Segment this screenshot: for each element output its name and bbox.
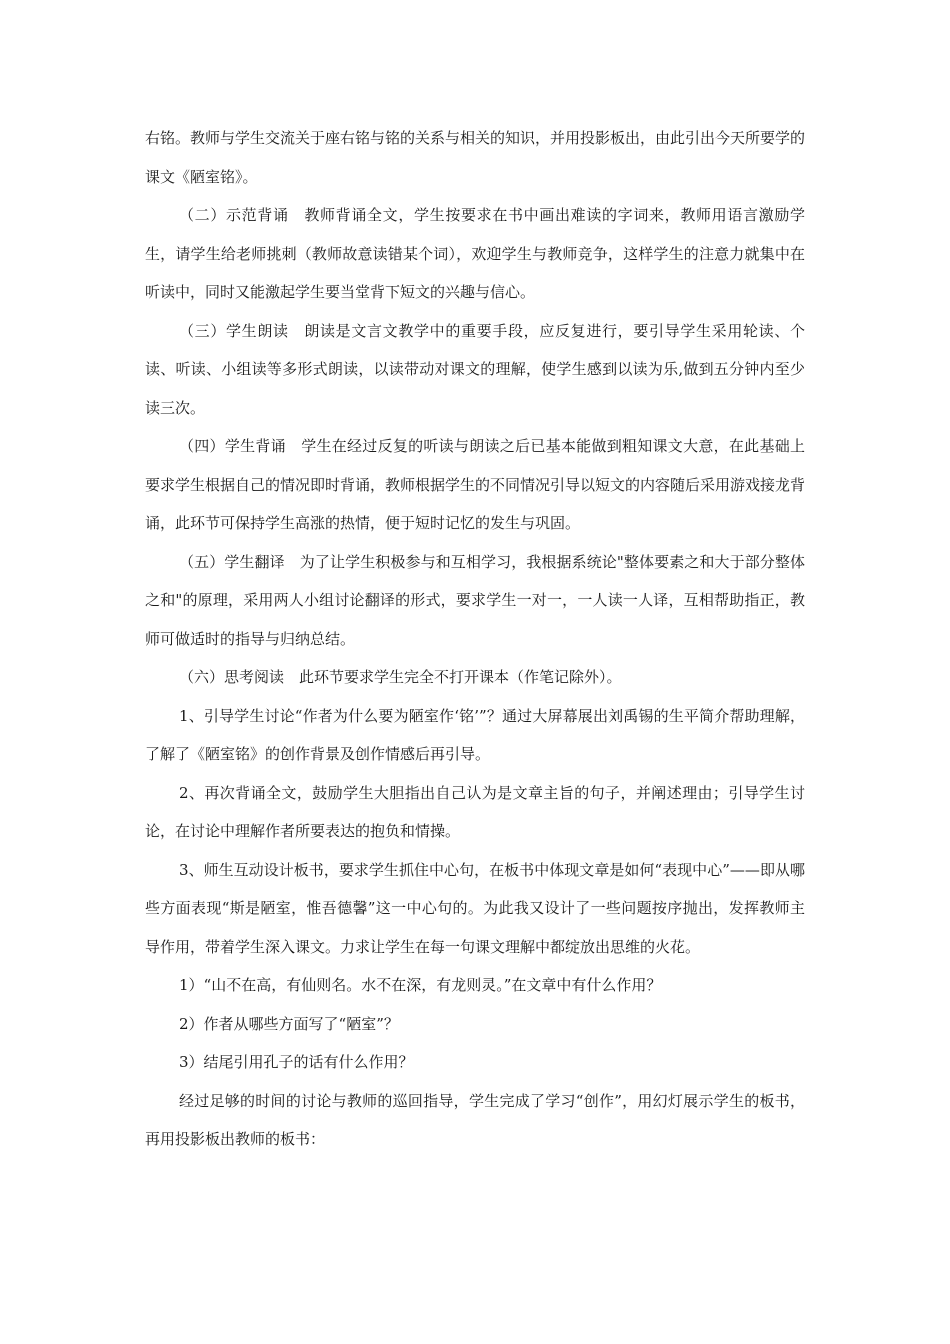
paragraph-step-2-demo-recitation: （二）示范背诵 教师背诵全文，学生按要求在书中画出难读的字词来，教师用语言激励学生，请学生给老师挑刺（教师故意读错某个词），欢迎学生与教师竞争，这样学生的注意力就集中在听读中，同时又能激起学生要当堂背下短文的兴趣与信心。	[145, 206, 805, 301]
paragraph-step-5-student-translation: （五）学生翻译 为了让学生积极参与和互相学习，我根据系统论"整体要素之和大于部分整体之和"的原理，采用两人小组讨论翻译的形式，要求学生一对一，一人读一人译，互相帮助指正，教师可做适时的指导与归纳总结。	[145, 552, 805, 648]
paragraph-intro-continuation: 右铭。教师与学生交流关于座右铭与铭的关系与相关的知识，并用投影板出，由此引出今天所要学的课文《陋室铭》。	[145, 129, 806, 186]
paragraph-item-3: 3、师生互动设计板书，要求学生抓住中心句，在板书中体现文章是如何“表现中心”——即从哪些方面表现“斯是陋室，惟吾德馨”这一中心句的。为此我又设计了一些问题按序抛出，发挥教师主导作用，带着学生深入课文。力求让学生在每一句课文理解中都绽放出思维的火花。	[145, 860, 805, 956]
paragraph-step-6-reflective-reading: （六）思考阅读 此环节要求学生完全不打开课本（作笔记除外）。	[179, 668, 622, 686]
paragraph-conclusion: 经过足够的时间的讨论与教师的巡回指导，学生完成了学习“创作”，用幻灯展示学生的板书，再用投影板出教师的板书：	[145, 1091, 805, 1148]
paragraph-step-3-student-reading: （三）学生朗读 朗读是文言文教学中的重要手段，应反复进行，要引导学生采用轮读、个读、听读、小组读等多形式朗读，以读带动对课文的理解，使学生感到以读为乐,做到五分钟内至少读三次。	[145, 321, 805, 417]
question-2: 2）作者从哪些方面写了“陋室”？	[179, 1014, 399, 1033]
question-3: 3）结尾引用孔子的话有什么作用？	[179, 1053, 414, 1071]
paragraph-item-2: 2、再次背诵全文，鼓励学生大胆指出自己认为是文章主旨的句子，并阐述理由；引导学生讨论，在讨论中理解作者所要表达的抱负和情操。	[145, 783, 805, 840]
question-1: 1）“山不在高，有仙则名。水不在深，有龙则灵。”在文章中有什么作用？	[179, 976, 662, 994]
paragraph-item-1: 1、引导学生讨论“作者为什么要为陋室作‘铭’”？通过大屏幕展出刘禹锡的生平简介帮助理解，了解了《陋室铭》的创作背景及创作情感后再引导。	[145, 706, 805, 763]
document-body	[145, 119, 805, 1159]
paragraph-step-4-student-recitation: （四）学生背诵 学生在经过反复的听读与朗读之后已基本能做到粗知课文大意，在此基础上要求学生根据自己的情况即时背诵，教师根据学生的不同情况引导以短文的内容随后采用游戏接龙背诵，此环节可保持学生高涨的热情，便于短时记忆的发生与巩固。	[145, 437, 806, 532]
